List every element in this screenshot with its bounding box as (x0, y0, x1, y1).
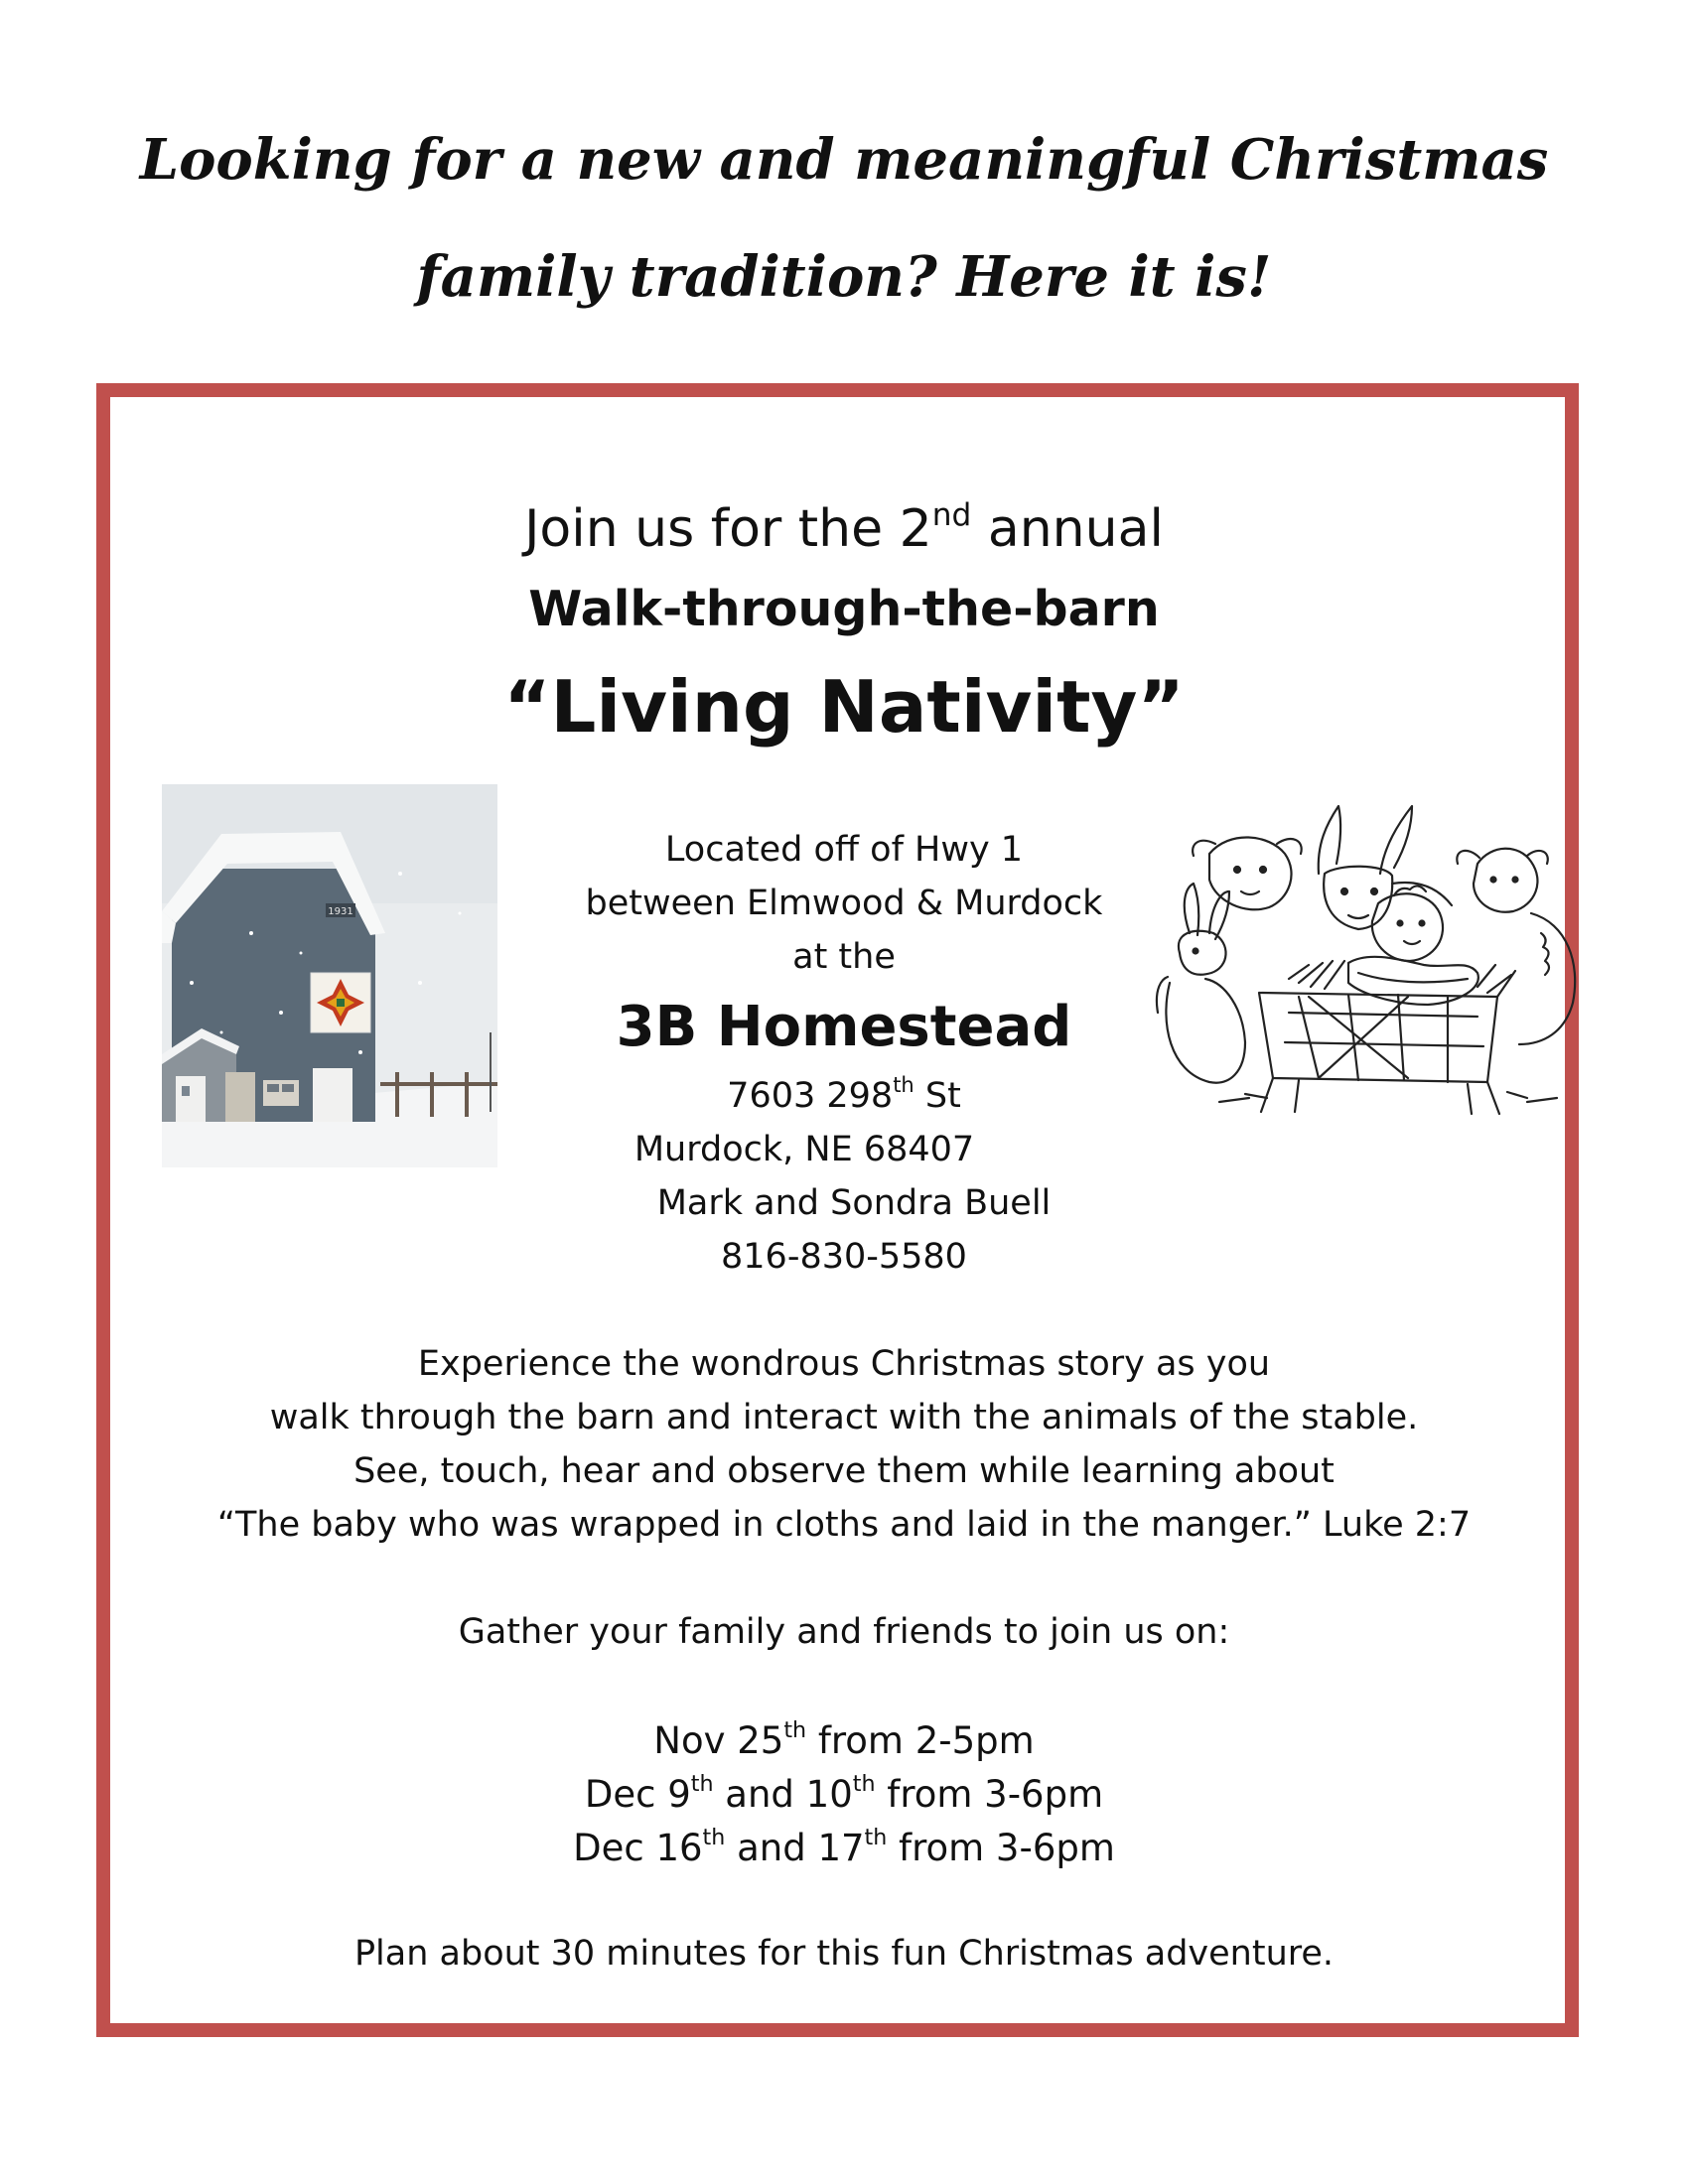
date-text: from 3-6pm (887, 1827, 1115, 1869)
location-line-1: Located off of Hwy 1 (664, 830, 1024, 870)
street-prefix: 7603 298 (727, 1076, 894, 1116)
description-line: See, touch, hear and observe them while learning about (353, 1451, 1335, 1491)
headline-line-2: family tradition? Here it is! (416, 244, 1272, 310)
description-line: walk through the barn and interact with the animals of the stable. (269, 1398, 1419, 1437)
host-names: Mark and Sondra Buell (656, 1183, 1052, 1223)
event-subtitle: Walk-through-the-barn (528, 581, 1160, 637)
venue-name: 3B Homestead (616, 995, 1072, 1059)
event-date (0, 1719, 1688, 1762)
date-superscript: th (864, 1825, 888, 1851)
street-superscript: th (893, 1073, 914, 1098)
date-text: and 17 (725, 1827, 865, 1869)
date-superscript: th (783, 1717, 807, 1744)
nativity-illustration (1150, 784, 1583, 1122)
description-line: “The baby who was wrapped in cloths and laid in the manger.” Luke 2:7 (216, 1505, 1472, 1545)
join-line (0, 496, 1688, 559)
street-address (516, 1073, 1172, 1116)
description-line: Experience the wondrous Christmas story as you (417, 1344, 1271, 1384)
location-line-2: between Elmwood & Murdock (585, 884, 1103, 923)
date-text: Nov 25 (653, 1719, 784, 1762)
closing-note: Plan about 30 minutes for this fun Christmas adventure. (353, 1934, 1335, 1974)
gather-invitation: Gather your family and friends to join us on: (458, 1612, 1230, 1652)
barn-sign-text: 1931 (328, 906, 353, 917)
date-superscript: th (702, 1825, 726, 1851)
event-date (0, 1827, 1688, 1869)
event-title: “Living Nativity” (503, 665, 1185, 749)
date-superscript: th (852, 1771, 876, 1798)
date-text: and 10 (713, 1773, 853, 1816)
headline-line-1: Looking for a new and meaningful Christmas (139, 127, 1549, 193)
location-line-3: at the (792, 937, 896, 977)
phone-number: 816-830-5580 (721, 1237, 967, 1277)
street-suffix: St (914, 1076, 961, 1116)
join-suffix: annual (971, 499, 1164, 559)
barn-photo (162, 784, 497, 1167)
city-state-zip: Murdock, NE 68407 (633, 1130, 975, 1169)
join-superscript: nd (931, 496, 972, 533)
date-text: from 3-6pm (875, 1773, 1104, 1816)
date-superscript: th (690, 1771, 714, 1798)
date-text: from 2-5pm (806, 1719, 1035, 1762)
date-text: Dec 9 (584, 1773, 691, 1816)
date-text: Dec 16 (573, 1827, 703, 1869)
event-date (0, 1773, 1688, 1816)
join-prefix: Join us for the 2 (524, 499, 932, 559)
